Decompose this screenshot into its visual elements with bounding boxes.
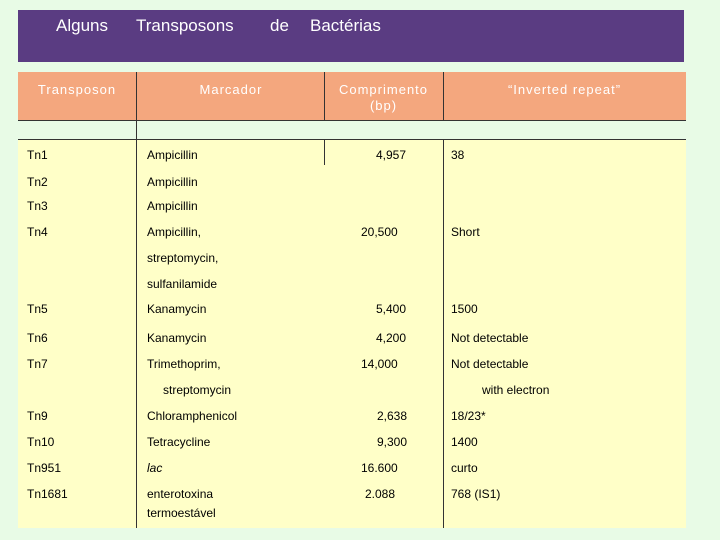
tn7-repeat-2: with electron — [482, 383, 550, 397]
header-comprimento-unit: (bp) — [369, 98, 398, 113]
tn1-marker: Ampicillin — [147, 148, 198, 162]
header-rule — [18, 120, 686, 121]
tn6-repeat: Not detectable — [451, 331, 529, 345]
tn10-marker: Tetracycline — [147, 435, 211, 449]
tn10-length: 9,300 — [377, 435, 408, 449]
tn3-name: Tn3 — [27, 199, 48, 213]
body-rule — [18, 139, 686, 140]
tn3-marker: Ampicillin — [147, 199, 198, 213]
tn1681-marker-2: termoestável — [147, 506, 216, 520]
title-word-1: Alguns — [56, 16, 108, 35]
tn4-marker: Ampicillin, — [147, 225, 202, 239]
tn1681-repeat: 768 (IS1) — [451, 487, 501, 501]
tn4-length: 20,500 — [361, 225, 398, 239]
tn7-name: Tn7 — [27, 357, 48, 371]
tn5-name: Tn5 — [27, 302, 48, 316]
tn4-repeat: Short — [451, 225, 480, 239]
header-transposon: Transposon — [37, 82, 117, 97]
tn2-name: Tn2 — [27, 175, 48, 189]
tn10-name: Tn10 — [27, 435, 55, 449]
tn9-length: 2,638 — [377, 409, 408, 423]
page-title — [0, 16, 720, 40]
tn9-repeat: 18/23* — [451, 409, 486, 423]
tn9-name: Tn9 — [27, 409, 48, 423]
tn6-marker: Kanamycin — [147, 331, 207, 345]
tn951-marker: lac — [147, 461, 163, 475]
tn6-name: Tn6 — [27, 331, 48, 345]
tn4-name: Tn4 — [27, 225, 48, 239]
tn9-marker: Chloramphenicol — [147, 409, 238, 423]
tn6-length: 4,200 — [376, 331, 407, 345]
tn7-length: 14,000 — [361, 357, 398, 371]
table-body — [18, 139, 686, 528]
tn10-repeat: 1400 — [451, 435, 478, 449]
tn4-marker-2: streptomycin, — [147, 251, 219, 265]
title-word-3: de — [270, 16, 289, 35]
tn1-repeat: 38 — [451, 148, 465, 162]
col-divider-2-tn1 — [324, 139, 325, 165]
header-comprimento: Comprimento — [338, 82, 429, 97]
header-spacer — [18, 120, 686, 139]
tn951-repeat: curto — [451, 461, 478, 475]
tn1-length: 4,957 — [376, 148, 407, 162]
tn5-marker: Kanamycin — [147, 302, 207, 316]
tn951-name: Tn951 — [27, 461, 62, 475]
title-word-4: Bactérias — [310, 16, 381, 35]
tn5-length: 5,400 — [376, 302, 407, 316]
tn1681-name: Tn1681 — [27, 487, 68, 501]
tn7-marker: Trimethoprim, — [147, 357, 221, 371]
header-marcador: Marcador — [199, 82, 263, 97]
tn1681-length: 2.088 — [365, 487, 396, 501]
tn4-marker-3: sulfanilamide — [147, 277, 218, 291]
tn1-name: Tn1 — [27, 148, 48, 162]
tn2-marker: Ampicillin — [147, 175, 198, 189]
tn7-repeat: Not detectable — [451, 357, 529, 371]
title-word-2: Transposons — [136, 16, 234, 35]
tn951-length: 16.600 — [361, 461, 398, 475]
tn7-marker-2: streptomycin — [163, 383, 232, 397]
col-divider-1 — [136, 72, 137, 528]
header-inverted-repeat: “Inverted repeat” — [507, 82, 622, 97]
tn1681-marker: enterotoxina — [147, 487, 214, 501]
tn5-repeat: 1500 — [451, 302, 478, 316]
